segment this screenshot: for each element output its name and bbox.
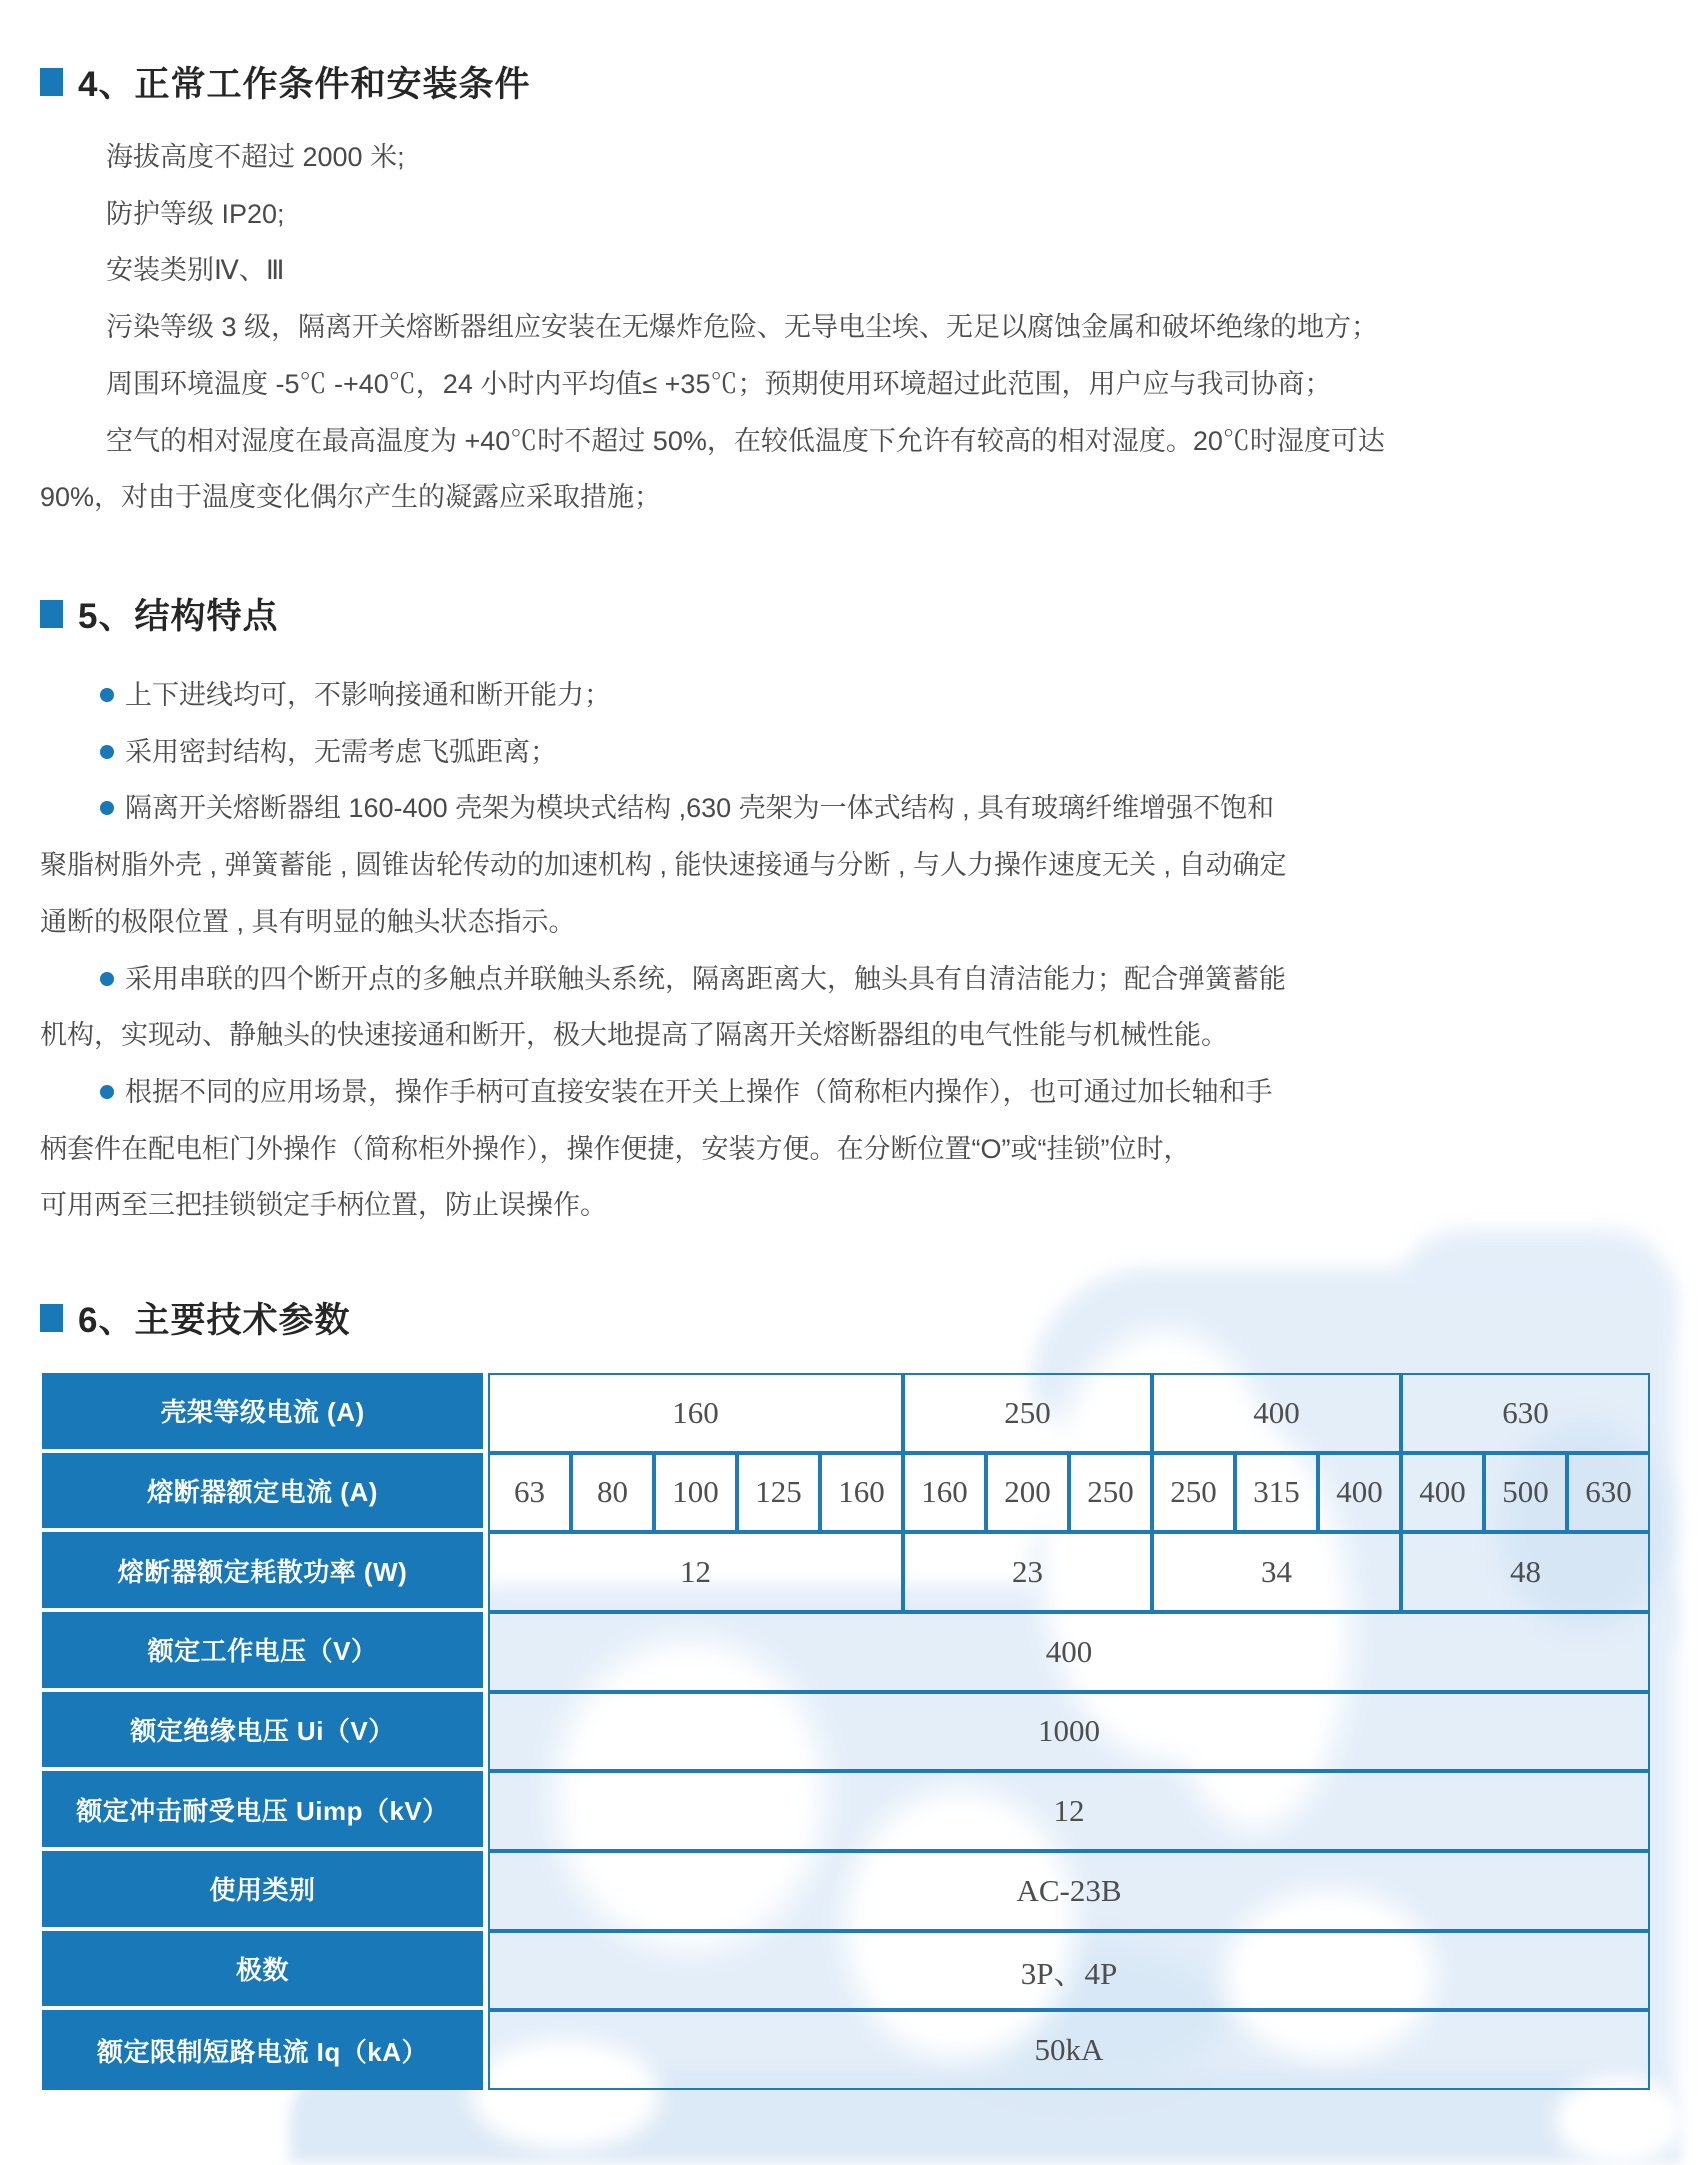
table-cell: 200 [986,1453,1069,1533]
table-cell: 315 [1235,1453,1318,1533]
row-label: 壳架等级电流 (A) [42,1373,488,1453]
table-cell: 250 [903,1373,1152,1453]
bullet-icon [100,688,114,702]
bullet-line [40,951,1665,1008]
table-cell: 80 [571,1453,654,1533]
section-5-title: 5、结构特点 [78,597,279,636]
section-marker-icon [40,1304,63,1332]
table-cell: 1000 [488,1692,1650,1772]
table-cell: 160 [903,1453,986,1533]
table-cell: 3P、4P [488,1931,1650,2011]
table-cell: 630 [1401,1373,1650,1453]
row-label: 额定限制短路电流 Iq（kA） [42,2010,488,2090]
table-cell: 12 [488,1532,903,1612]
section-marker-icon [40,68,63,96]
text-line: 海拔高度不超过 2000 米; [106,142,405,172]
table-cell: 630 [1567,1453,1650,1533]
table-cell: 23 [903,1532,1152,1612]
row-label: 使用类别 [42,1851,488,1931]
table-cell: 250 [1069,1453,1152,1533]
tech-params-table [42,1373,1650,2090]
section-6-title: 6、主要技术参数 [78,1301,351,1340]
bullet-text: 上下进线均可，不影响接通和断开能力； [125,680,611,710]
bullet-line [40,1064,1665,1121]
bullet-line [40,667,1665,724]
bullet-text: 采用串联的四个断开点的多触点并联触头系统，隔离距离大，触头具有自清洁能力；配合弹簧蓄能 [125,963,1286,994]
text-line: 可用两至三把挂锁锁定手柄位置，防止误操作。 [40,1190,607,1221]
table-cell: 50kA [488,2010,1650,2090]
table-cell: 500 [1484,1453,1567,1533]
bullet-text: 隔离开关熔断器组 160-400 壳架为模块式结构 ,630 壳架为一体式结构 , 具有玻璃纤维增强不饱和 [125,793,1275,824]
row-label: 额定冲击耐受电压 Uimp（kV） [42,1771,488,1851]
text-line: 通断的极限位置 , 具有明显的触头状态指示。 [40,906,576,937]
text-line: 空气的相对湿度在最高温度为 +40℃时不超过 50%，在较低温度下允许有较高的相对湿度。20℃时湿度可达 [106,425,1385,456]
bullet-text: 根据不同的应用场景，操作手柄可直接安装在开关上操作（简称柜内操作），也可通过加长轴和手 [125,1076,1273,1107]
text-line: 安装类别Ⅳ、Ⅲ [106,255,285,286]
table-cell: 250 [1152,1453,1235,1533]
table-cell: 12 [488,1771,1650,1851]
section-5-heading [40,592,278,636]
section-4-heading [40,60,530,104]
table-cell: 100 [654,1453,737,1533]
bullet-icon [100,745,114,759]
bullet-icon [100,801,114,815]
table-cell: AC-23B [488,1851,1650,1931]
bullet-icon [100,972,114,986]
table-cell: 160 [488,1373,903,1453]
row-label: 额定工作电压（V） [42,1612,488,1692]
table-cell: 63 [488,1453,571,1533]
text-line: 防护等级 IP20; [106,198,285,229]
table-cell: 400 [1401,1453,1484,1533]
text-line: 90%，对由于温度变化偶尔产生的凝露应采取措施； [40,482,662,513]
section-4-title: 4、正常工作条件和安装条件 [78,65,531,104]
table-cell: 48 [1401,1532,1650,1612]
table-cell: 400 [1152,1373,1401,1453]
section-5-body [40,667,1665,1234]
text-line: 污染等级 3 级，隔离开关熔断器组应安装在无爆炸危险、无导电尘埃、无足以腐蚀金属和破坏绝缘的地方； [106,312,1379,343]
section-marker-icon [40,600,63,628]
section-6-heading [40,1296,350,1340]
bullet-icon [100,1085,114,1099]
row-label: 额定绝缘电压 Ui（V） [42,1692,488,1772]
row-label: 极数 [42,1931,488,2011]
row-label: 熔断器额定电流 (A) [42,1453,488,1533]
text-line: 机构，实现动、静触头的快速接通和断开，极大地提高了隔离开关熔断器组的电气性能与机械性能。 [40,1020,1228,1051]
section-4-body [40,129,1665,526]
table-cell: 160 [820,1453,903,1533]
text-line: 柄套件在配电柜门外操作（简称柜外操作），操作便捷，安装方便。在分断位置“O”或“挂锁”位时， [40,1133,1191,1164]
table-cell: 125 [737,1453,820,1533]
row-label: 熔断器额定耗散功率 (W) [42,1532,488,1612]
table-cell: 34 [1152,1532,1401,1612]
bullet-line [40,780,1665,837]
table-cell: 400 [1318,1453,1401,1533]
bullet-text: 采用密封结构，无需考虑飞弧距离； [125,736,557,767]
bullet-line [40,724,1665,781]
text-line: 聚脂树脂外壳 , 弹簧蓄能 , 圆锥齿轮传动的加速机构 , 能快速接通与分断 , 与人力操作速度无关 , 自动确定 [40,850,1287,881]
table-cell: 400 [488,1612,1650,1692]
text-line: 周围环境温度 -5℃ -+40℃，24 小时内平均值≤ +35℃；预期使用环境超过此范围，用户应与我司协商； [106,368,1332,399]
